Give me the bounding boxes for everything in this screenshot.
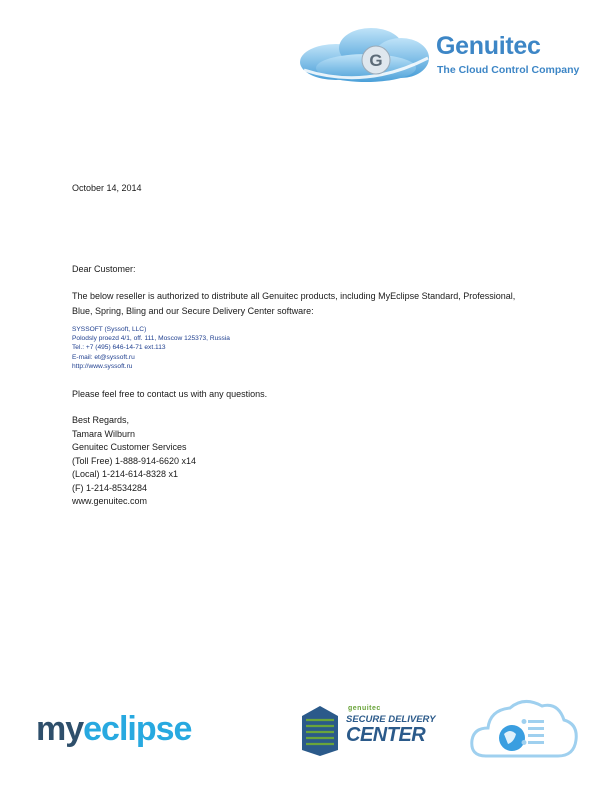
letter-date: October 14, 2014 (72, 183, 142, 193)
reseller-address: Polodsly proezd 4/1, off. 111, Moscow 125373, Russia (72, 335, 230, 343)
signature-name: Tamara Wilburn (72, 428, 136, 439)
brand-tagline: The Cloud Control Company (437, 64, 580, 76)
myeclipse-logo-part1: my (36, 710, 84, 748)
sdc-line2: CENTER (346, 724, 426, 746)
letter-body: The below reseller is authorized to distribute all Genuitec products, including MyEclipse Standard, Professional, Blue, Spring, Bling and our Secure Delivery Center software: (72, 291, 516, 316)
signature-local: (Local) 1-214-614-8328 x1 (72, 469, 179, 479)
letter-greeting: Dear Customer: (72, 264, 136, 274)
cloud-globe-icon (466, 694, 580, 766)
signature-tollfree: (Toll Free) 1-888-914-6620 x14 (72, 455, 197, 466)
sdc-brand: genuitec (348, 705, 381, 712)
reseller-phone: Tel.: +7 (495) 646-14-71 ext.113 (72, 344, 166, 352)
myeclipse-logo (36, 710, 191, 749)
contact-line: Please feel free to contact us with any questions. (72, 389, 268, 399)
signature-dept: Genuitec Customer Services (72, 442, 187, 452)
reseller-email[interactable]: E-mail: et@syssoft.ru (72, 353, 135, 361)
signature-website[interactable]: www.genuitec.com (72, 496, 148, 506)
sdc-line1: SECURE DELIVERY (346, 714, 436, 725)
reseller-website[interactable]: http://www.syssoft.ru (72, 362, 133, 370)
reseller-company: SYSSOFT (Syssoft, LLC) (72, 326, 147, 333)
signature-block (72, 414, 196, 509)
brand-name: Genuitec (436, 32, 541, 60)
reseller-block (72, 325, 230, 371)
logo-letter: G (369, 51, 383, 70)
myeclipse-logo-part2: eclipse (83, 710, 192, 748)
signature-closing: Best Regards, (72, 415, 130, 425)
signature-fax: (F) 1-214-8534284 (72, 482, 148, 493)
